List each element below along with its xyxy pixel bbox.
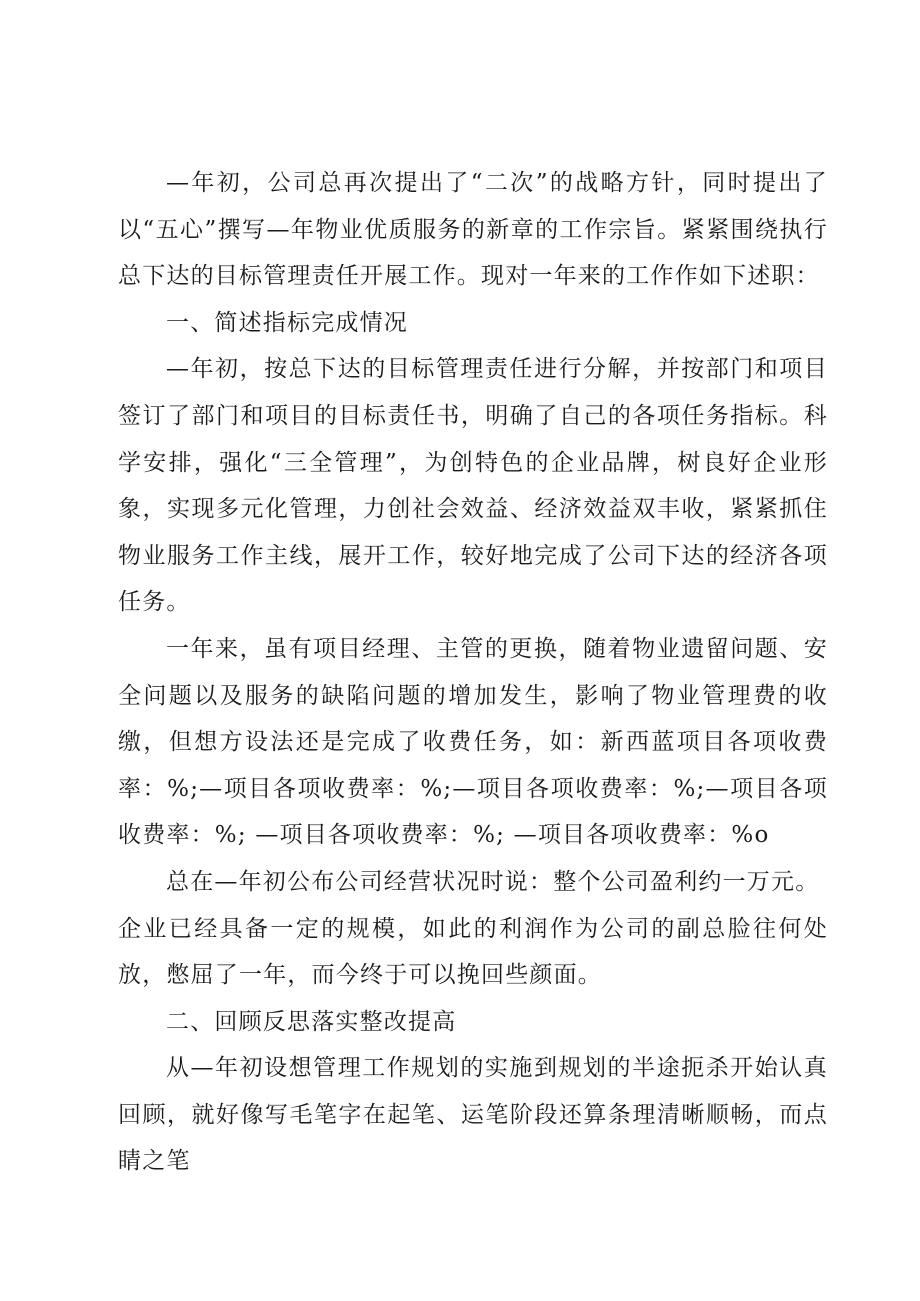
paragraph-profit: 总在—年初公布公司经营状况时说：整个公司盈利约一万元。 — [166, 868, 820, 895]
paragraph-collection: 一年来，虽有项目经理、主管的更换，随着物业遗留问题、安全问题以及服务的缺陷问题的增加发生，影响了物业管理费的收缴，但想方设法还是完成了收费任务，如：新西蓝项目各项收费率：%;—项目各项收费率：%;—项目各项收费率：%;—项目各项收费率：%; —项目各项收费率：%; —项目各项收费率：%o — [118, 635, 828, 849]
section-heading-1: 一、简述指标完成情况 — [166, 309, 408, 336]
paragraph-scale: 企业已经具备一定的规模，如此的利润作为公司的副总脸往何处放，憋屈了一年，而今终于可以挽回些颜面。 — [118, 915, 828, 989]
paragraph-intro: —年初，公司总再次提出了“二次”的战略方针，同时提出了以“五心”撰写—年物业优质服务的新章的工作宗旨。紧紧围绕执行总下达的目标管理责任开展工作。现对一年来的工作作如下述职： — [118, 170, 828, 290]
document-body — [118, 160, 828, 1185]
section-heading-2: 二、回顾反思落实整改提高 — [166, 1008, 457, 1035]
paragraph-review: 从—年初设想管理工作规划的实施到规划的半途扼杀开始认真回顾，就好像写毛笔字在起笔、运笔阶段还算条理清晰顺畅，而点睛之笔 — [118, 1055, 828, 1175]
paragraph-targets: —年初，按总下达的目标管理责任进行分解，并按部门和项目签订了部门和项目的目标责任书，明确了自己的各项任务指标。科学安排，强化“三全管理”，为创特色的企业品牌，树良好企业形象，实现多元化管理，力创社会效益、经济效益双丰收，紧紧抓住物业服务工作主线，展开工作，较好地完成了公司下达的经济各项任务。 — [118, 356, 828, 616]
